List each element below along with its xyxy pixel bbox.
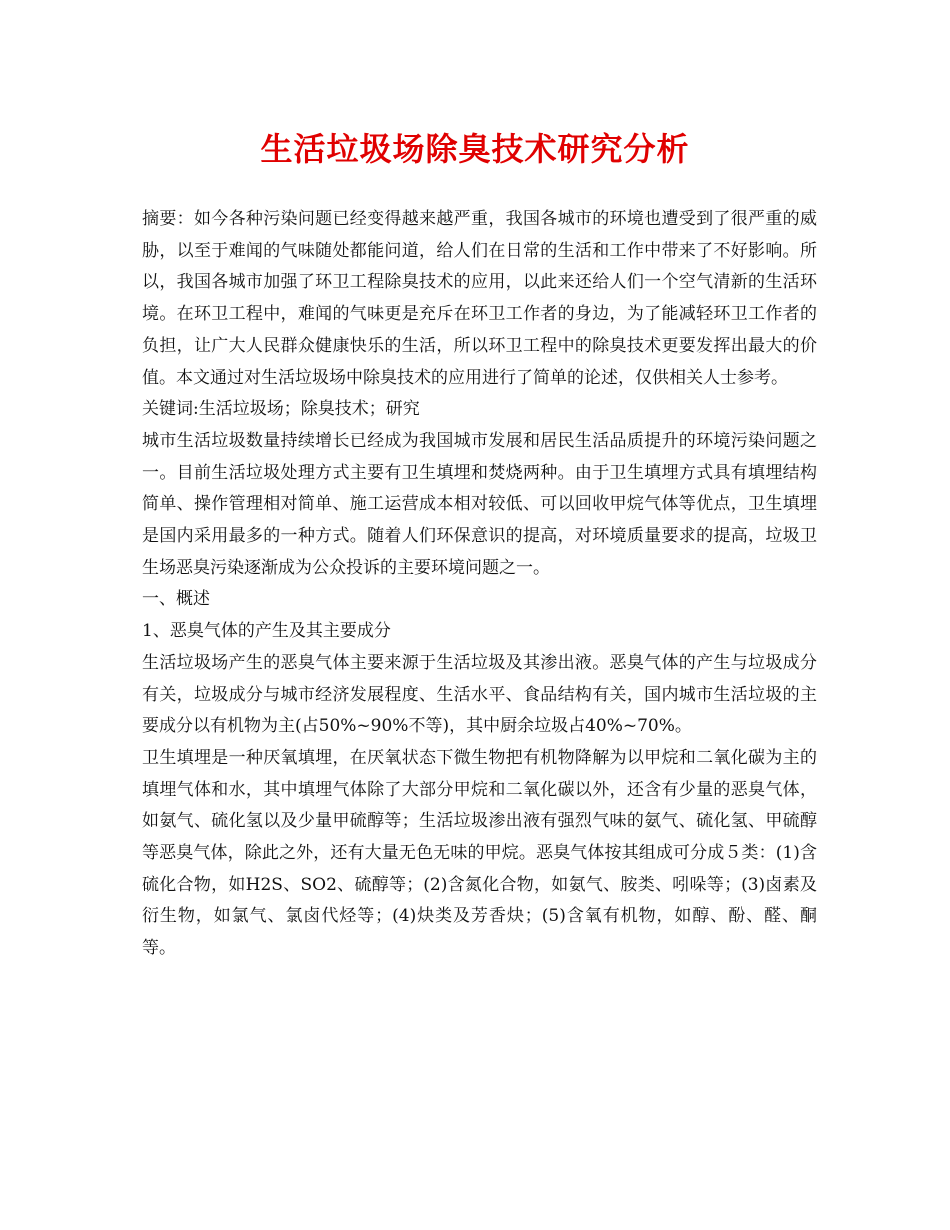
subsection-heading-odor-gas: 1、恶臭气体的产生及其主要成分 (142, 621, 391, 642)
intro-paragraph: 城市生活垃圾数量持续增长已经成为我国城市发展和居民生活品质提升的环境污染问题之一。目前生活垃圾处理方式主要有卫生填埋和焚烧两种。由于卫生填埋方式具有填埋结构简单、操作管理相对简单、施工运营成本相对较低、可以回收甲烷气体等优点，卫生填埋是国内采用最多的一种方式。随着人们环保意识的提高，对环境质量要求的提高，垃圾卫生场恶臭污染逐渐成为公众投诉的主要环境问题之一。 (142, 430, 817, 578)
landfill-gas-paragraph: 卫生填埋是一种厌氧填埋，在厌氧状态下微生物把有机物降解为以甲烷和二氧化碳为主的填埋气体和水，其中填埋气体除了大部分甲烷和二氧化碳以外，还含有少量的恶臭气体，如氨气、硫化氢以及少量甲硫醇等；生活垃圾渗出液有强烈气味的氨气、硫化氢、甲硫醇等恶臭气体，除此之外，还有大量无色无味的甲烷。恶臭气体按其组成可分成５类：(1)含硫化合物，如H2S、SO2、硫醇等；(2)含氮化合物，如氨气、胺类、吲哚等；(3)卤素及衍生物，如氯气、氯卤代烃等；(4)炔类及芳香炔；(5)含氧有机物，如醇、酚、醛、酮等。 (142, 747, 817, 959)
keywords-line: 关键词:生活垃圾场；除臭技术；研究 (142, 399, 420, 420)
section-heading-overview: 一、概述 (142, 589, 210, 610)
document-title: 生活垃圾场除臭技术研究分析 (260, 130, 690, 168)
odor-source-paragraph: 生活垃圾场产生的恶臭气体主要来源于生活垃圾及其渗出液。恶臭气体的产生与垃圾成分有关，垃圾成分与城市经济发展程度、生活水平、食品结构有关，国内城市生活垃圾的主要成分以有机物为主(占50%~90%不等)，其中厨余垃圾占40%~70%。 (142, 652, 817, 737)
abstract-paragraph: 摘要：如今各种污染问题已经变得越来越严重，我国各城市的环境也遭受到了很严重的威胁，以至于难闻的气味随处都能问道，给人们在日常的生活和工作中带来了不好影响。所以，我国各城市加强了环卫工程除臭技术的应用，以此来还给人们一个空气清新的生活环境。在环卫工程中，难闻的气味更是充斥在环卫工作者的身边，为了能减轻环卫工作者的负担，让广大人民群众健康快乐的生活，所以环卫工程中的除臭技术更要发挥出最大的价值。本文通过对生活垃圾场中除臭技术的应用进行了简单的论述，仅供相关人士参考。 (142, 209, 817, 388)
document-body (142, 204, 817, 965)
